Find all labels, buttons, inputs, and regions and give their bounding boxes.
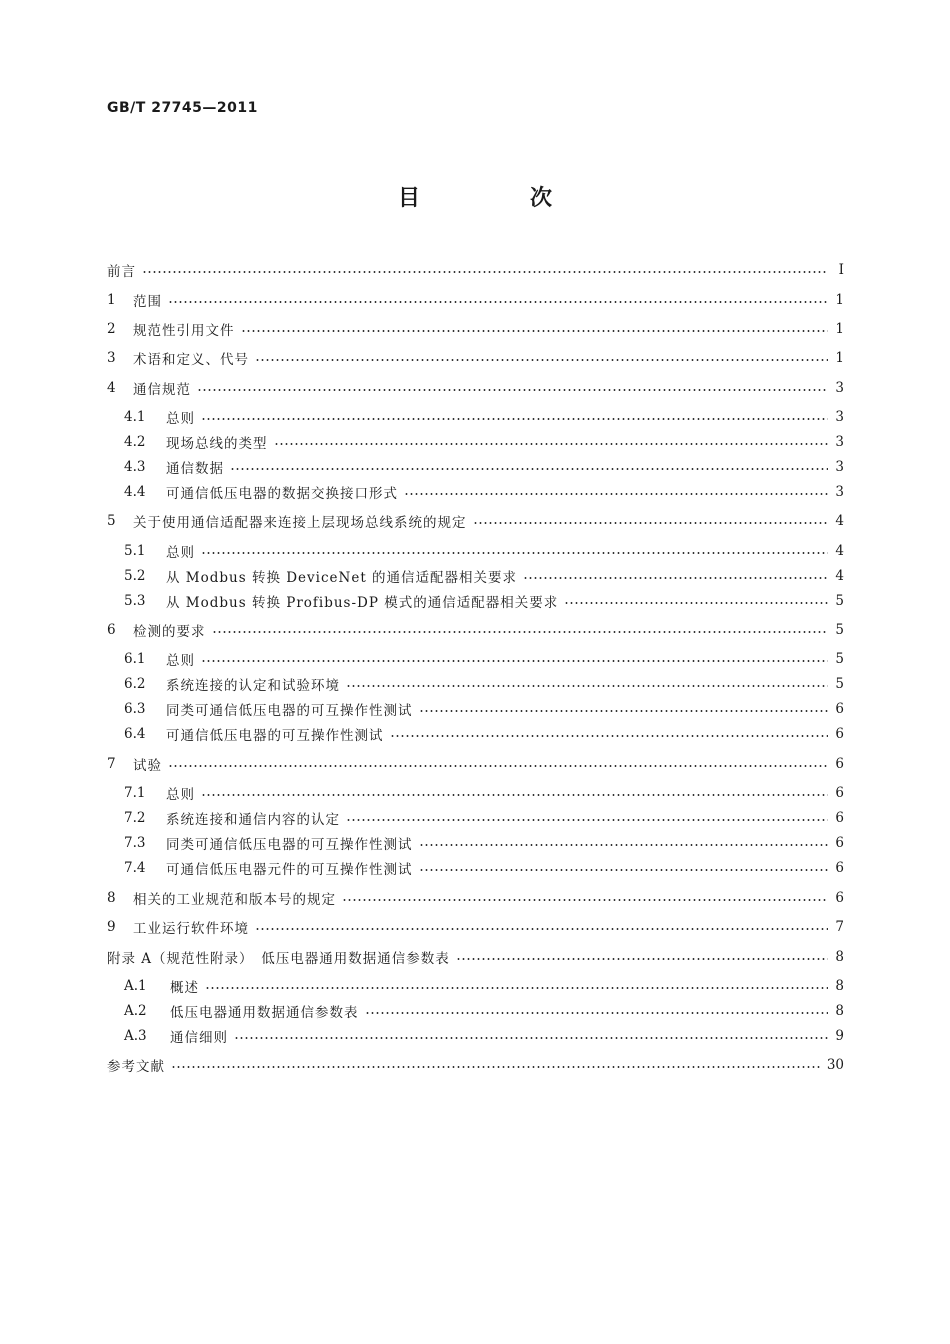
toc-dot-leader	[142, 271, 828, 273]
toc-entry[interactable]	[107, 916, 844, 938]
toc-dot-leader	[456, 958, 828, 960]
toc-entry-page: 1	[835, 321, 844, 337]
toc-entry-page: 6	[835, 835, 844, 851]
toc-dot-leader	[523, 577, 828, 579]
toc-entry[interactable]	[107, 347, 844, 369]
toc-entry-label: 关于使用通信适配器来连接上层现场总线系统的规定	[133, 515, 467, 531]
toc-entry-page: 4	[835, 513, 844, 529]
toc-entry-label: 附录 A（规范性附录） 低压电器通用数据通信参数表	[107, 951, 450, 967]
toc-entry-page: 5	[835, 651, 844, 667]
toc-entry-label: 总则	[166, 653, 195, 669]
toc-entry-number: A.3	[124, 1028, 147, 1044]
toc-entry-label: 术语和定义、代号	[133, 352, 249, 368]
toc-entry-number: 3	[107, 350, 116, 366]
toc-entry-label: 同类可通信低压电器的可互操作性测试	[166, 703, 413, 719]
toc-entry-number: 9	[107, 919, 116, 935]
toc-entry-page: 3	[835, 380, 844, 396]
toc-entry-number: 5.3	[124, 593, 146, 609]
toc-entry-label: 通信数据	[166, 461, 224, 477]
toc-entry-label: 系统连接的认定和试验环境	[166, 678, 340, 694]
toc-entry-label: 规范性引用文件	[133, 323, 235, 339]
toc-dot-leader	[365, 1012, 829, 1014]
toc-entry-number: 6.4	[124, 726, 146, 742]
toc-entry-number: 5.2	[124, 568, 146, 584]
toc-entry-label: 系统连接和通信内容的认定	[166, 812, 340, 828]
toc-entry-number: 4.1	[124, 409, 146, 425]
toc-entry-number: 7.2	[124, 810, 146, 826]
toc-entry[interactable]	[124, 565, 844, 587]
toc-entry[interactable]	[124, 975, 844, 997]
toc-dot-leader	[201, 794, 828, 796]
toc-entry-number: A.1	[124, 978, 147, 994]
toc-entry-page: 9	[835, 1028, 844, 1044]
toc-entry-page: 8	[835, 978, 844, 994]
toc-entry[interactable]	[124, 782, 844, 804]
toc-dot-leader	[212, 631, 829, 633]
toc-entry-label: 相关的工业规范和版本号的规定	[133, 892, 336, 908]
toc-dot-leader	[255, 359, 828, 361]
toc-dot-leader	[346, 819, 828, 821]
toc-entry[interactable]	[107, 377, 844, 399]
toc-entry[interactable]	[124, 590, 844, 612]
toc-entry-number: 4.3	[124, 459, 146, 475]
toc-entry[interactable]	[124, 857, 844, 879]
toc-entry-number: 6	[107, 622, 116, 638]
toc-entry-number: 2	[107, 321, 116, 337]
toc-entry-number: 6.1	[124, 651, 146, 667]
toc-entry-page: 6	[835, 785, 844, 801]
toc-dot-leader	[241, 330, 829, 332]
toc-entry-label: 检测的要求	[133, 624, 206, 640]
toc-entry[interactable]	[124, 481, 844, 503]
toc-entry-label: 通信细则	[170, 1030, 228, 1046]
toc-entry-label: 现场总线的类型	[166, 436, 268, 452]
toc-entry-label: 可通信低压电器的数据交换接口形式	[166, 486, 398, 502]
toc-dot-leader	[168, 765, 828, 767]
toc-entry-label: 工业运行软件环境	[133, 921, 249, 937]
toc-entry[interactable]	[124, 698, 844, 720]
toc-entry-number: 7.4	[124, 860, 146, 876]
toc-dot-leader	[404, 493, 828, 495]
toc-dot-leader	[419, 844, 829, 846]
toc-entry[interactable]	[107, 259, 844, 281]
toc-dot-leader	[564, 602, 828, 604]
toc-entry[interactable]	[124, 832, 844, 854]
toc-dot-leader	[473, 522, 829, 524]
toc-entry-page: 4	[835, 543, 844, 559]
toc-entry-label: 试验	[133, 758, 162, 774]
toc-entry-page: 4	[835, 568, 844, 584]
toc-entry-label: 低压电器通用数据通信参数表	[170, 1005, 359, 1021]
toc-entry-number: 4.2	[124, 434, 146, 450]
toc-dot-leader	[201, 418, 828, 420]
toc-entry-number: 5	[107, 513, 116, 529]
toc-entry-page: 6	[835, 726, 844, 742]
toc-entry-number: 4	[107, 380, 116, 396]
toc-entry-page: 1	[835, 350, 844, 366]
toc-dot-leader	[255, 928, 828, 930]
toc-entry[interactable]	[124, 673, 844, 695]
toc-entry-page: 6	[835, 890, 844, 906]
toc-entry[interactable]	[107, 946, 844, 968]
toc-entry[interactable]	[124, 406, 844, 428]
toc-dot-leader	[201, 552, 828, 554]
toc-entry-number: A.2	[124, 1003, 147, 1019]
toc-entry-page: 6	[835, 701, 844, 717]
toc-entry-label: 从 Modbus 转换 Profibus-DP 模式的通信适配器相关要求	[166, 595, 559, 611]
toc-entry-page: 3	[835, 434, 844, 450]
toc-entry-page: 1	[835, 292, 844, 308]
toc-entry-page: 3	[835, 409, 844, 425]
toc-entry[interactable]	[124, 1025, 844, 1047]
toc-entry[interactable]	[107, 289, 844, 311]
toc-entry-label: 通信规范	[133, 382, 191, 398]
toc-entry-label: 总则	[166, 411, 195, 427]
toc-entry-page: 6	[835, 756, 844, 772]
toc-entry[interactable]	[107, 318, 844, 340]
toc-entry[interactable]	[107, 887, 844, 909]
toc-entry[interactable]	[107, 510, 844, 532]
toc-entry-page: 5	[835, 676, 844, 692]
toc-dot-leader	[390, 735, 829, 737]
toc-entry[interactable]	[124, 648, 844, 670]
toc-entry-number: 8	[107, 890, 116, 906]
toc-entry[interactable]	[124, 723, 844, 745]
toc-entry-page: 5	[835, 593, 844, 609]
toc-entry-label: 从 Modbus 转换 DeviceNet 的通信适配器相关要求	[166, 570, 518, 586]
toc-dot-leader	[168, 301, 828, 303]
page-title: 目 次	[397, 186, 596, 211]
toc-entry-label: 可通信低压电器元件的可互操作性测试	[166, 862, 413, 878]
toc-dot-leader	[346, 685, 828, 687]
toc-entry-number: 6.2	[124, 676, 146, 692]
toc-dot-leader	[274, 443, 829, 445]
toc-entry-page: 8	[835, 949, 844, 965]
toc-entry-page: 3	[835, 484, 844, 500]
toc-entry-label: 范围	[133, 294, 162, 310]
toc-dot-leader	[201, 660, 828, 662]
toc-dot-leader	[171, 1066, 821, 1068]
toc-entry-number: 1	[107, 292, 116, 308]
toc-dot-leader	[342, 899, 828, 901]
toc-entry-page: Ⅰ	[838, 262, 844, 278]
toc-entry[interactable]	[124, 807, 844, 829]
toc-entry[interactable]	[107, 753, 844, 775]
toc-entry[interactable]	[107, 1054, 844, 1076]
toc-dot-leader	[419, 710, 829, 712]
toc-entry-label: 参考文献	[107, 1059, 165, 1075]
toc-entry-number: 7.3	[124, 835, 146, 851]
toc-entry[interactable]	[124, 1000, 844, 1022]
toc-entry-page: 6	[835, 860, 844, 876]
toc-entry-label: 概述	[170, 980, 199, 996]
toc-entry-number: 6.3	[124, 701, 146, 717]
toc-entry[interactable]	[107, 619, 844, 641]
toc-entry-label: 前言	[107, 264, 136, 280]
toc-entry-label: 可通信低压电器的可互操作性测试	[166, 728, 384, 744]
toc-entry-page: 6	[835, 810, 844, 826]
toc-entry-page: 8	[835, 1003, 844, 1019]
standard-code: GB/T 27745—2011	[107, 100, 258, 116]
toc-entry-page: 3	[835, 459, 844, 475]
toc-entry-page: 30	[826, 1057, 844, 1073]
toc-entry-number: 7.1	[124, 785, 146, 801]
toc-entry[interactable]	[124, 456, 844, 478]
toc-entry-number: 7	[107, 756, 116, 772]
toc-entry-page: 5	[835, 622, 844, 638]
toc-entry-label: 同类可通信低压电器的可互操作性测试	[166, 837, 413, 853]
toc-dot-leader	[197, 389, 828, 391]
toc-dot-leader	[234, 1037, 828, 1039]
toc-entry-number: 5.1	[124, 543, 146, 559]
toc-entry[interactable]	[124, 431, 844, 453]
toc-dot-leader	[419, 869, 829, 871]
toc-dot-leader	[205, 987, 828, 989]
toc-entry[interactable]	[124, 540, 844, 562]
toc-entry-label: 总则	[166, 545, 195, 561]
toc-entry-label: 总则	[166, 787, 195, 803]
toc-entry-page: 7	[835, 919, 844, 935]
toc-entry-number: 4.4	[124, 484, 146, 500]
toc-dot-leader	[230, 468, 828, 470]
